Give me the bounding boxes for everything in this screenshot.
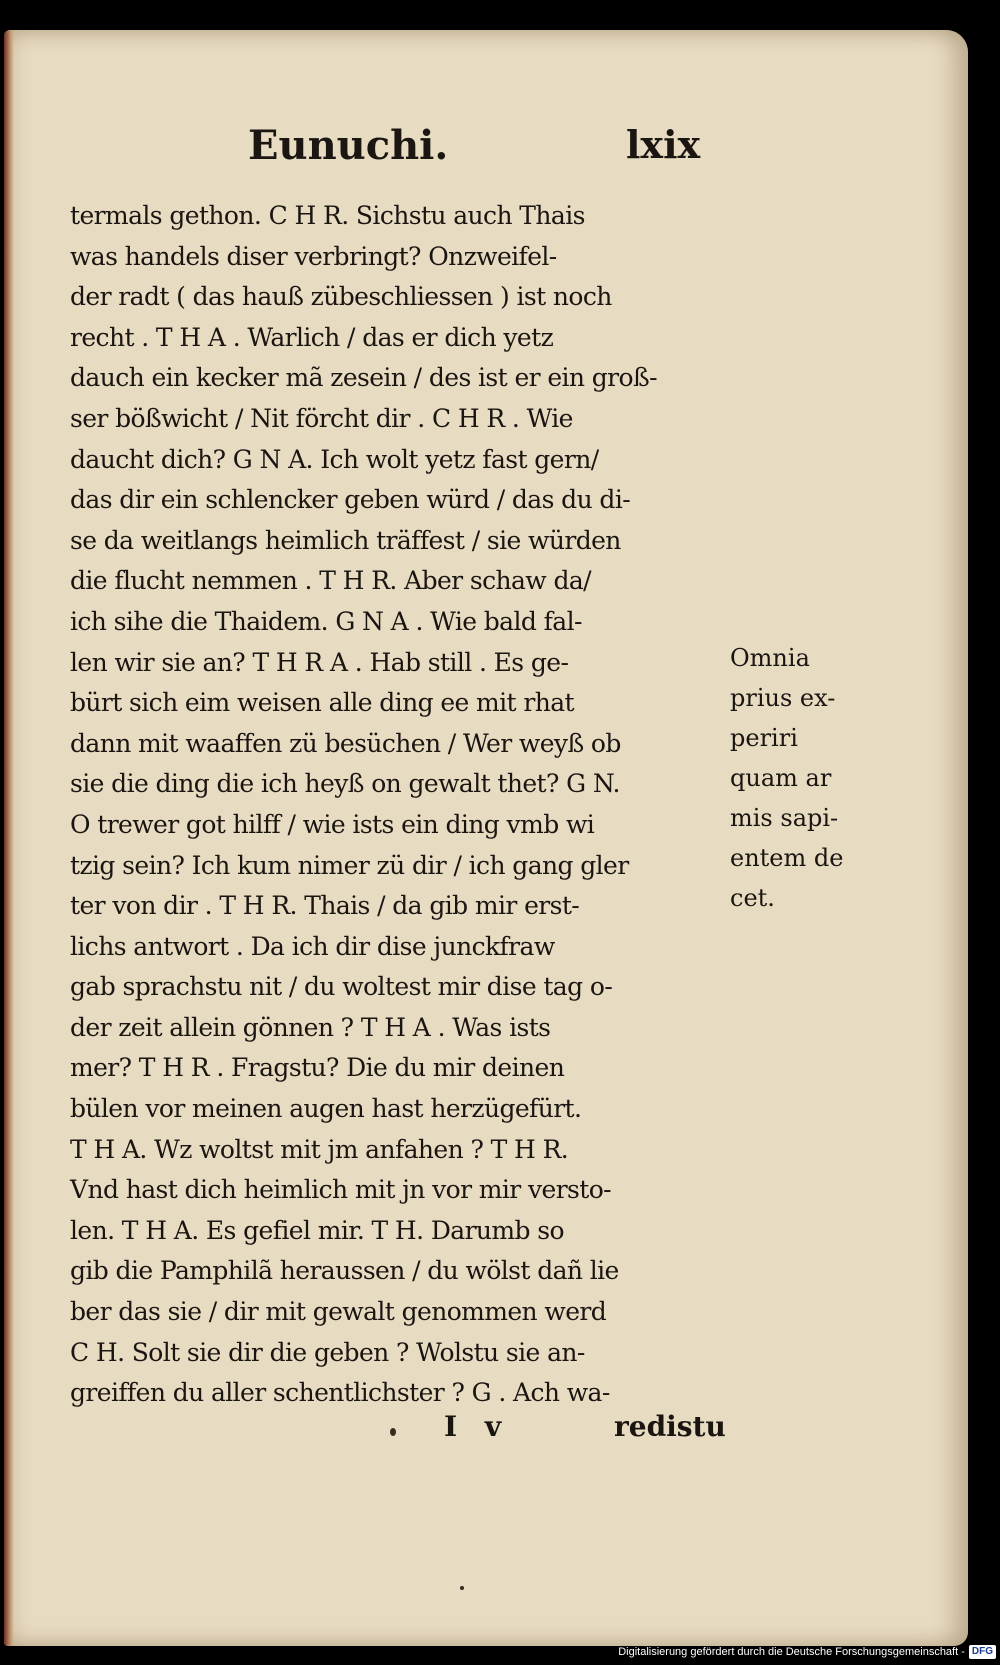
book-page [4,30,968,1646]
page-footer [4,1410,968,1450]
text-line: das dir ein schlencker geben würd / das du di- [70,485,631,515]
text-line: bürt sich eim weisen alle ding ee mit rhat [70,688,574,718]
text-line: die flucht nemmen . T H R. Aber schaw da/ [70,566,591,596]
text-line: bülen vor meinen augen hast herzügefürt. [70,1094,582,1124]
text-line: tzig sein? Ich kum nimer zü dir / ich gang gler [70,850,629,880]
text-line: mer? T H R . Fragstu? Die du mir deinen [70,1053,565,1083]
body-text [70,196,730,1414]
text-line: ter von dir . T H R. Thais / da gib mir erst- [70,891,580,921]
dfg-logo-icon: DFG [969,1645,996,1659]
ink-speck [390,1428,396,1436]
page-header [4,122,968,182]
text-line: daucht dich? G N A. Ich wolt yetz fast gern/ [70,444,599,474]
ink-speck [460,1586,464,1590]
text-line: termals gethon. C H R. Sichstu auch Thais [70,201,585,230]
text-line: sie die ding die ich heyß on gewalt thet? G N. [70,769,620,799]
text-line: was handels diser verbringt? Onzweifel- [70,241,557,271]
text-line: der zeit allein gönnen ? T H A . Was ists [70,1012,551,1042]
text-line: len wir sie an? T H R A . Hab still . Es ge- [70,647,569,677]
text-line: ich sihe die Thaidem. G N A . Wie bald fal- [70,606,582,636]
text-line: gab sprachstu nit / du woltest mir dise tag o- [70,972,613,1002]
marginal-line: mis sapi- [730,804,839,832]
text-line: C H. Solt sie dir die geben ? Wolstu sie an- [70,1337,585,1367]
banner-text: Digitalisierung gefördert durch die Deutsche Forschungsgemeinschaft - [618,1646,965,1658]
text-line: gib die Pamphilã heraussen / du wölst dañ lie [70,1256,619,1286]
text-line: dann mit waaffen zü besüchen / Wer weyß ob [70,728,621,758]
text-line: der radt ( das hauß zübeschliessen ) ist noch [70,282,612,312]
marginal-line: Omnia [730,644,810,672]
running-title: Eunuchi. [248,122,449,169]
text-line: ser bößwicht / Nit förcht dir . C H R . Wie [70,403,573,433]
text-line: recht . T H A . Warlich / das er dich yetz [70,322,554,352]
marginal-note [730,638,843,918]
marginal-line: prius ex- [730,684,836,712]
text-line: ber das sie / dir mit gewalt genommen werd [70,1297,607,1327]
page-spine-edge [4,30,14,1646]
text-line: greiffen du aller schentlichster ? G . Ach wa- [70,1378,610,1408]
text-line: len. T H A. Es gefiel mir. T H. Darumb so [70,1215,564,1245]
folio-number: lxix [626,122,701,167]
marginal-line: quam ar [730,764,832,792]
text-line: se da weitlangs heimlich träffest / sie würden [70,525,621,555]
text-line: T H A. Wz woltst mit jm anfahen ? T H R. [70,1134,569,1164]
text-line: Vnd hast dich heimlich mit jn vor mir versto- [70,1175,612,1205]
text-line: lichs antwort . Da ich dir dise junckfraw [70,931,555,961]
text-line: dauch ein kecker mã zesein / des ist er ein groß- [70,363,657,393]
marginal-line: periri [730,724,798,752]
signature-mark: I v [444,1410,502,1443]
marginal-line: entem de [730,844,844,872]
marginal-line: cet. [730,884,775,912]
digitization-banner [618,1643,996,1661]
text-line: O trewer got hilff / wie ists ein ding vmb wi [70,809,595,839]
catchword: redistu [614,1410,726,1443]
